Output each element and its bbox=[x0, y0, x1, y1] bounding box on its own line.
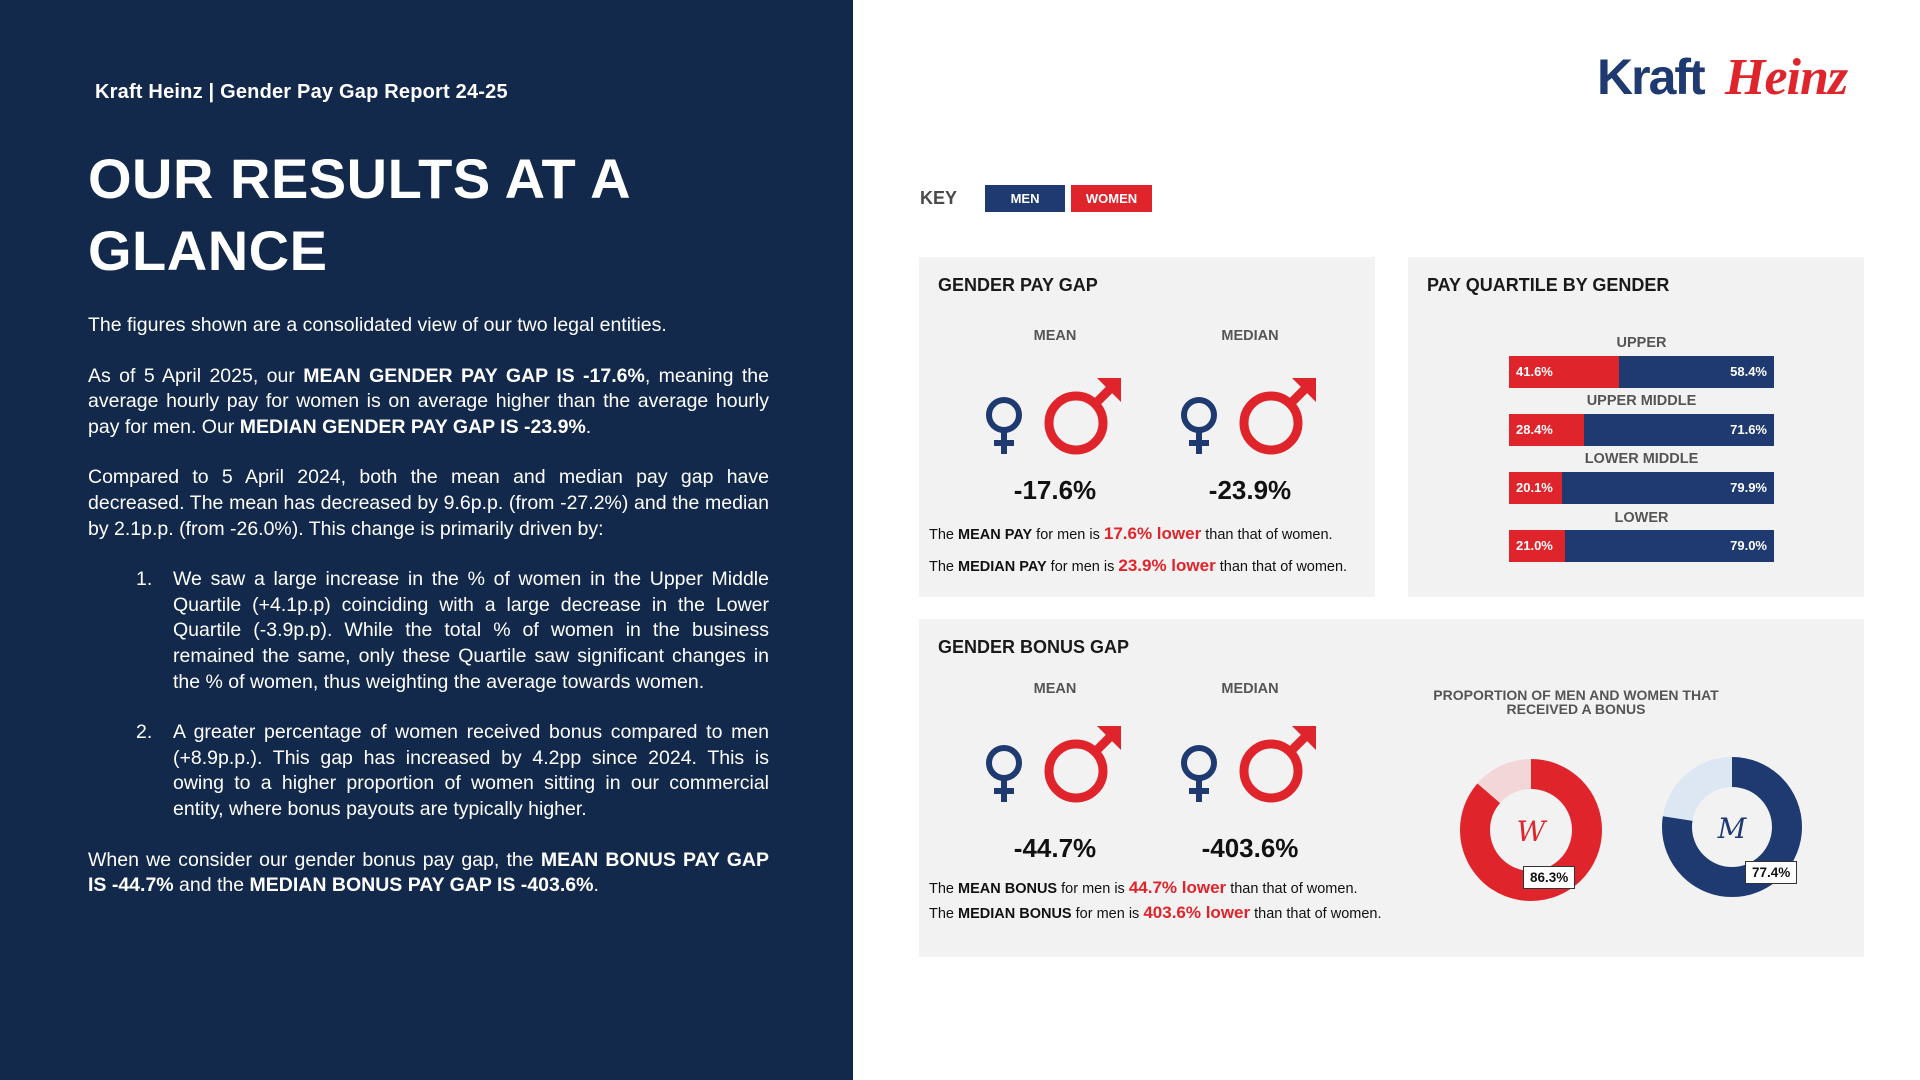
mean-header: MEAN bbox=[1033, 681, 1077, 697]
legend-men: MEN bbox=[985, 185, 1065, 212]
male-icon bbox=[1043, 376, 1123, 456]
text-run: and the bbox=[173, 874, 250, 897]
text-run: When we consider our gender bonus pay gap, the bbox=[88, 848, 541, 871]
legend-key bbox=[920, 185, 1158, 212]
quartile-bar bbox=[1509, 356, 1774, 388]
logo-kraft: Kraft bbox=[1597, 49, 1704, 104]
women-letter: W bbox=[1516, 815, 1546, 848]
female-icon bbox=[983, 744, 1025, 804]
women-pct: 41.6% bbox=[1516, 364, 1553, 379]
men-pct: 79.9% bbox=[1730, 480, 1767, 495]
current-gap-paragraph bbox=[88, 364, 769, 441]
text-run: for men is bbox=[1057, 881, 1129, 897]
women-pct: 20.1% bbox=[1516, 480, 1553, 495]
text-run: The bbox=[929, 881, 959, 897]
highlight: 44.7% lower bbox=[1128, 878, 1227, 897]
text-run: . bbox=[593, 874, 599, 897]
bonus-proportion-title: PROPORTION OF MEN AND WOMEN THAT RECEIVED A BONUS bbox=[1433, 687, 1719, 717]
quartile-bar bbox=[1509, 472, 1774, 504]
women-pct: 28.4% bbox=[1516, 422, 1553, 437]
quartile-label: LOWER bbox=[1614, 510, 1669, 526]
median-gap-highlight: MEDIAN GENDER PAY GAP IS -23.9% bbox=[239, 415, 586, 438]
quartile-bar bbox=[1509, 414, 1774, 446]
mean-bonus-highlight: MEAN BONUS PAY GAP IS -44.7% bbox=[88, 848, 769, 897]
text-run: The bbox=[929, 527, 959, 543]
card-title: GENDER BONUS GAP bbox=[938, 637, 1130, 657]
text-run: MEDIAN BONUS bbox=[958, 906, 1072, 922]
median-pay-gap-value: -23.9% bbox=[1208, 475, 1292, 505]
quartile-label: UPPER bbox=[1616, 335, 1667, 351]
men-pct: 58.4% bbox=[1730, 364, 1767, 379]
highlight: 403.6% lower bbox=[1143, 903, 1251, 922]
text-run: MEDIAN PAY bbox=[958, 559, 1047, 575]
quartile-label: UPPER MIDDLE bbox=[1586, 393, 1697, 409]
male-icon bbox=[1238, 376, 1318, 456]
pay-quartile-card bbox=[1408, 257, 1864, 597]
text-run: The bbox=[929, 559, 959, 575]
logo-heinz: Heinz bbox=[1725, 49, 1848, 104]
median-pay-sentence bbox=[929, 556, 1347, 576]
list-text: A greater percentage of women received bonus compared to men (+8.9p.p.). This gap has increased by 4.2pp since 2024. This is owing to a higher proportion of women sitting in our commercial entity, where bonus payouts are typically higher. bbox=[173, 721, 769, 820]
text-run: than that of women. bbox=[1254, 906, 1382, 922]
text-run: than that of women. bbox=[1205, 527, 1333, 543]
page-title: OUR RESULTS AT A GLANCE bbox=[88, 147, 630, 282]
men-pct: 71.6% bbox=[1730, 422, 1767, 437]
mean-pay-gap-value: -17.6% bbox=[1013, 475, 1097, 505]
median-bonus-highlight: MEDIAN BONUS PAY GAP IS -403.6% bbox=[249, 874, 594, 897]
legend-women: WOMEN bbox=[1071, 185, 1152, 212]
median-header: MEDIAN bbox=[1221, 328, 1279, 344]
text-run: than that of women. bbox=[1230, 881, 1358, 897]
median-bonus-gap-value: -403.6% bbox=[1201, 833, 1299, 863]
text-run: , meaning the average hourly pay for women is on average higher than the average hourly pay for men. Our bbox=[88, 364, 769, 438]
male-icon bbox=[1238, 724, 1318, 804]
list-item bbox=[88, 567, 769, 695]
mean-bonus-sentence bbox=[929, 878, 1358, 898]
list-text: We saw a large increase in the % of women in the Upper Middle Quartile (+4.1p.p) coinciding with a large decrease in the Lower Quartile (-3.9p.p). While the total % of women in the business remained the same, only these Quartile saw significant changes in the % of women, thus weighting the average towards women. bbox=[173, 568, 769, 693]
mean-pay-sentence bbox=[929, 524, 1333, 544]
female-icon bbox=[1178, 396, 1220, 456]
text-run: The bbox=[929, 906, 959, 922]
men-letter: M bbox=[1717, 812, 1747, 845]
text-run: for men is bbox=[1046, 559, 1119, 575]
median-bonus-sentence bbox=[929, 903, 1382, 923]
summary-panel bbox=[0, 0, 853, 1080]
kraft-heinz-logo bbox=[1597, 46, 1872, 104]
gender-bonus-gap-card bbox=[919, 619, 1864, 957]
intro-paragraph: The figures shown are a consolidated view of our two legal entities. bbox=[88, 314, 667, 336]
text-run: MEAN PAY bbox=[958, 527, 1033, 543]
text-run: MEAN BONUS bbox=[958, 881, 1058, 897]
gender-pay-gap-card bbox=[919, 257, 1375, 597]
mean-header: MEAN bbox=[1033, 328, 1077, 344]
list-number: 1. bbox=[136, 568, 153, 591]
text-run: for men is bbox=[1071, 906, 1144, 922]
text-run: As of 5 April 2025, our bbox=[88, 364, 304, 387]
mean-gap-highlight: MEAN GENDER PAY GAP IS -17.6% bbox=[303, 364, 645, 387]
report-title: Kraft Heinz | Gender Pay Gap Report 24-25 bbox=[95, 81, 508, 103]
quartile-label: LOWER MIDDLE bbox=[1584, 451, 1699, 467]
women-bonus-pct: 86.3% bbox=[1523, 866, 1575, 889]
women-pct: 21.0% bbox=[1516, 538, 1553, 553]
list-item bbox=[88, 720, 769, 822]
highlight: 17.6% lower bbox=[1103, 524, 1202, 543]
male-icon bbox=[1043, 724, 1123, 804]
drivers-list bbox=[88, 567, 769, 822]
median-header: MEDIAN bbox=[1221, 681, 1279, 697]
card-title: PAY QUARTILE BY GENDER bbox=[1427, 275, 1670, 295]
bonus-paragraph bbox=[88, 848, 769, 899]
quartile-bar bbox=[1509, 530, 1774, 562]
card-title: GENDER PAY GAP bbox=[938, 275, 1098, 295]
men-pct: 79.0% bbox=[1730, 538, 1767, 553]
female-icon bbox=[1178, 744, 1220, 804]
summary-text bbox=[88, 313, 769, 924]
female-icon bbox=[983, 396, 1025, 456]
mean-bonus-gap-value: -44.7% bbox=[1013, 833, 1097, 863]
comparison-paragraph: Compared to 5 April 2024, both the mean and median pay gap have decreased. The mean has decreased by 9.6p.p. (from -27.2%) and the median by 2.1p.p. (from -26.0%). This change is primarily driven by: bbox=[88, 466, 769, 540]
text-run: for men is bbox=[1032, 527, 1104, 543]
highlight: 23.9% lower bbox=[1118, 556, 1216, 575]
key-label: KEY bbox=[920, 188, 958, 208]
list-number: 2. bbox=[136, 721, 153, 744]
text-run: . bbox=[585, 415, 592, 438]
men-bonus-pct: 77.4% bbox=[1745, 861, 1797, 884]
text-run: than that of women. bbox=[1219, 559, 1348, 575]
